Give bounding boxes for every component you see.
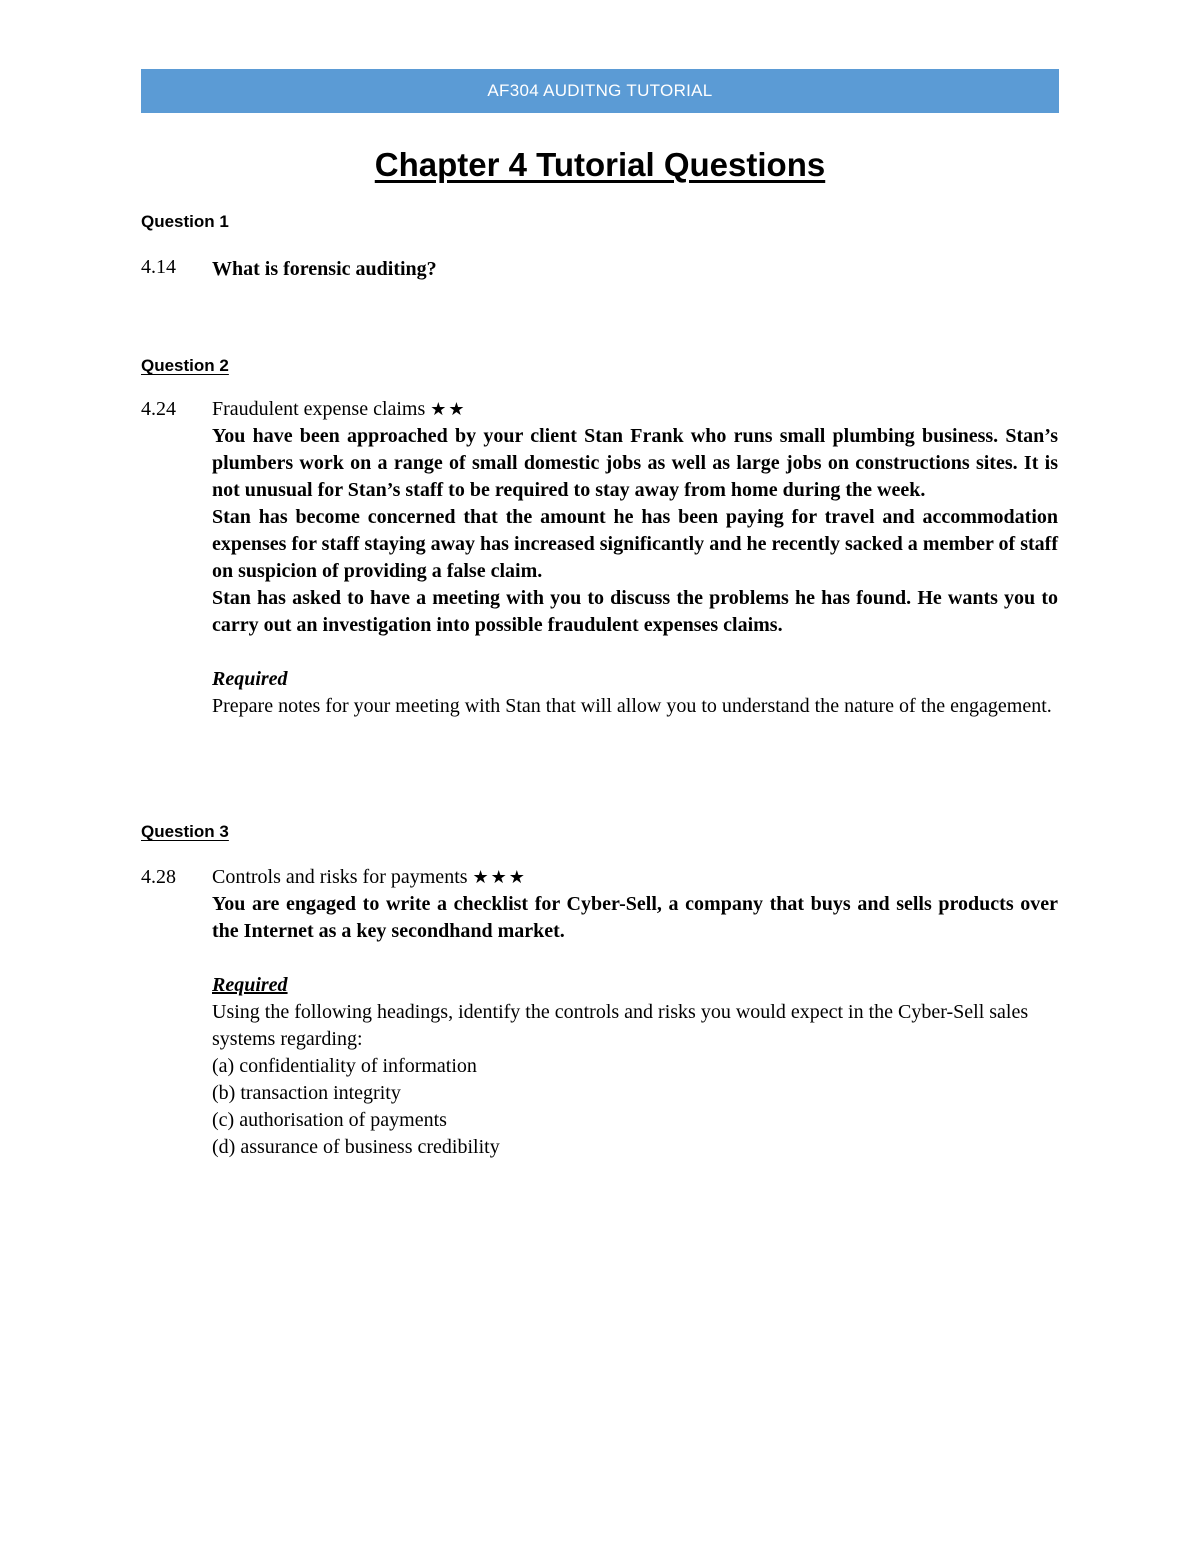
question-2-required-text: Prepare notes for your meeting with Stan that will allow you to understand the nature of the engagement. (212, 695, 1052, 717)
question-3-difficulty-stars: ★★★ (472, 867, 527, 887)
question-3-required-text: Using the following headings, identify the controls and risks you would expect in the Cyber-Sell sales systems regarding: (212, 1001, 1029, 1050)
question-2-heading: Question 2 (141, 356, 229, 375)
question-1-body (212, 256, 1058, 283)
question-2-paragraph: Stan has become concerned that the amount he has been paying for travel and accommodation expenses for staff staying away has increased significantly and he recently sacked a member of staff on suspicion of providing a false claim. (212, 506, 1058, 582)
question-3-list-item: (b) transaction integrity (212, 1082, 401, 1104)
question-3-required-label: Required (212, 974, 288, 996)
question-1-number: 4.14 (141, 256, 176, 278)
question-2-title: Fraudulent expense claims (212, 398, 426, 420)
header-band-text: AF304 AUDITNG TUTORIAL (487, 81, 713, 100)
question-3-title-line (212, 864, 1058, 891)
question-3-list-item: (d) assurance of business credibility (212, 1136, 500, 1158)
question-2-body (212, 396, 1058, 720)
question-3-number: 4.28 (141, 866, 176, 888)
question-2-paragraph: You have been approached by your client Stan Frank who runs small plumbing business. Stan’s plumbers work on a range of small domestic jobs as well as large jobs on constructions sites. It is not unusual for Stan’s staff to be required to stay away from home during the week. (212, 425, 1058, 501)
question-3-list-item: (a) confidentiality of information (212, 1055, 477, 1077)
question-2-difficulty-stars: ★★ (430, 399, 467, 419)
question-3-heading: Question 3 (141, 822, 229, 841)
question-3-list-item: (c) authorisation of payments (212, 1109, 447, 1131)
header-band (141, 69, 1059, 113)
page-title: Chapter 4 Tutorial Questions (374, 146, 826, 183)
question-3-body (212, 864, 1058, 1161)
question-2-paragraph: Stan has asked to have a meeting with you to discuss the problems he has found. He wants you to carry out an investigation into possible fraudulent expenses claims. (212, 587, 1058, 636)
question-3-paragraph: You are engaged to write a checklist for Cyber-Sell, a company that buys and sells products over the Internet as a key secondhand market. (212, 893, 1058, 942)
question-1-title: What is forensic auditing? (212, 258, 437, 280)
question-2-title-line (212, 396, 1058, 423)
question-1-heading: Question 1 (141, 212, 229, 231)
question-2-number: 4.24 (141, 398, 176, 420)
question-3-title: Controls and risks for payments (212, 866, 468, 888)
question-2-required-label: Required (212, 668, 288, 690)
